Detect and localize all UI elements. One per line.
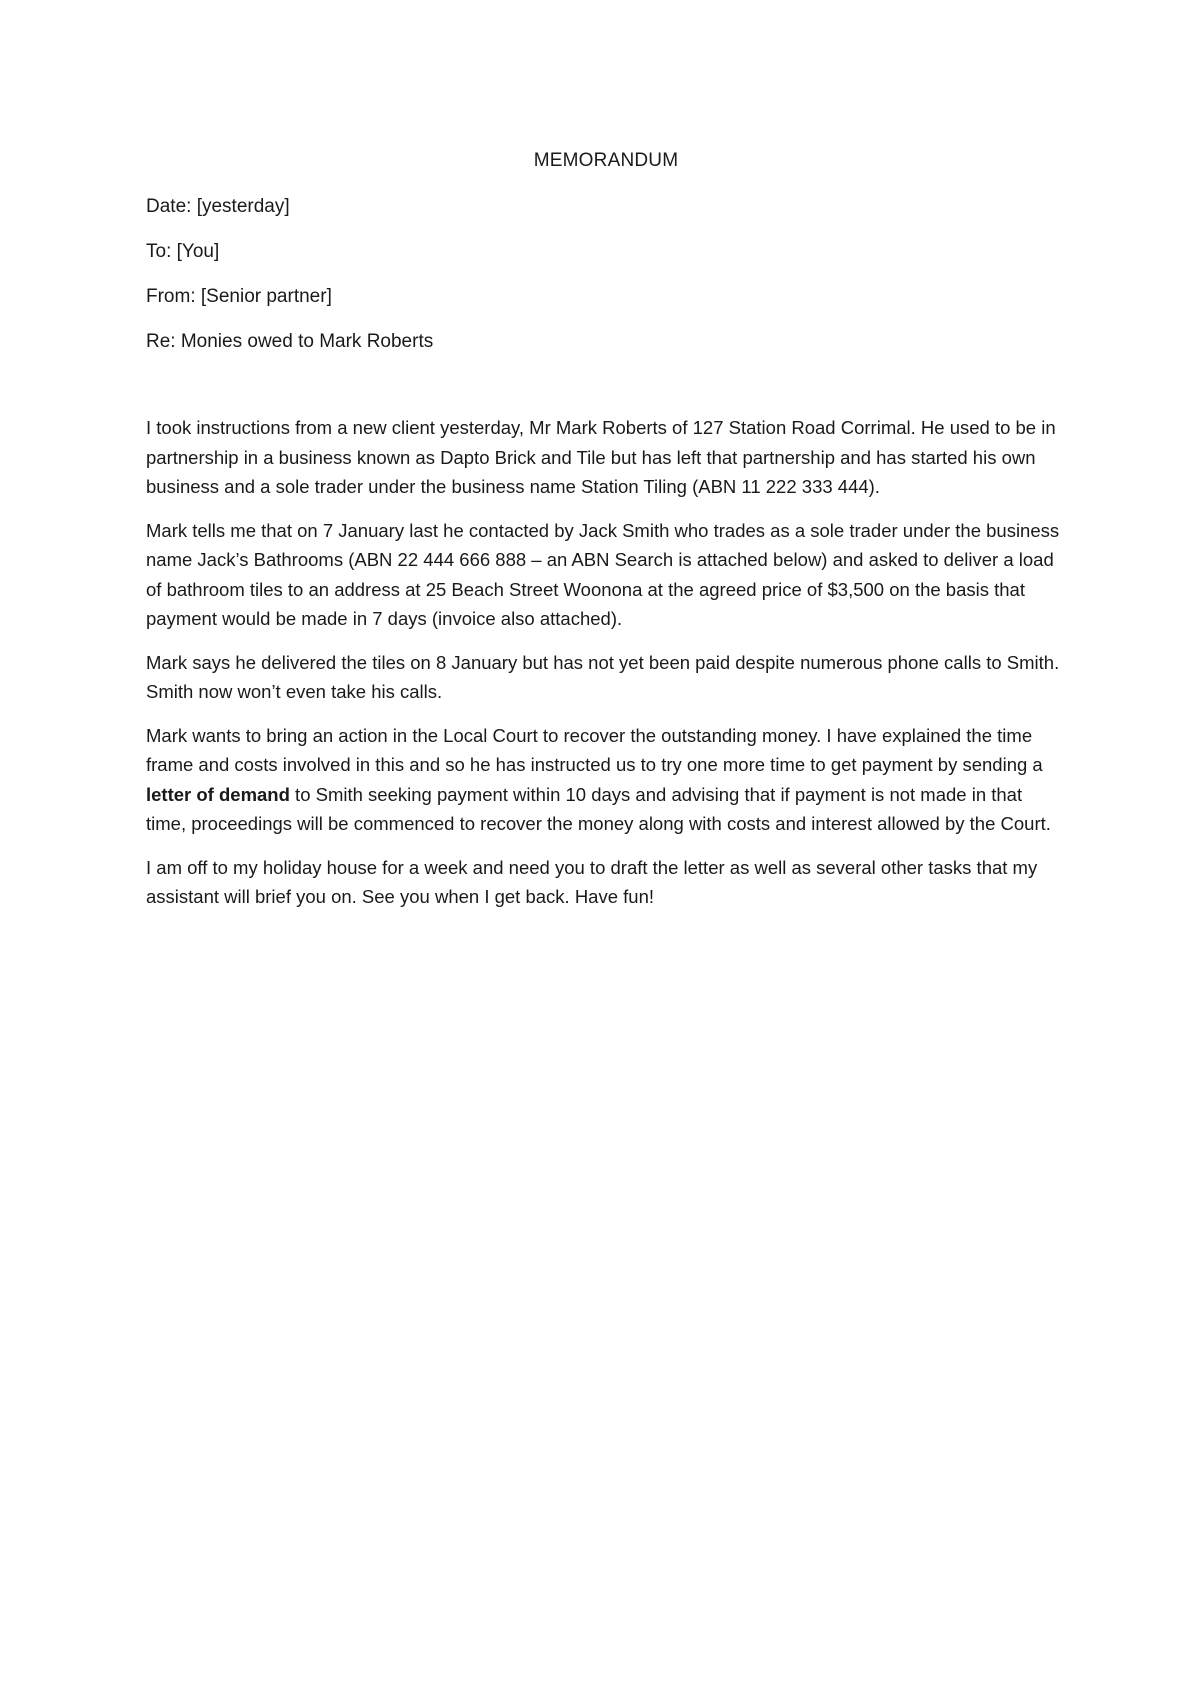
memo-re: Re: Monies owed to Mark Roberts [146, 331, 434, 352]
paragraph-letter-of-demand-end: to Smith seeking payment within 10 days and advising that if payment is not made in that time, proceedings will be commenced to recover the money along with costs and interest allowed by the Court. [146, 783, 1051, 834]
memo-content [146, 148, 1066, 926]
paragraph-non-payment: Mark says he delivered the tiles on 8 January but has not yet been paid despite numerous phone calls to Smith. Smith now won’t even take his calls. [146, 651, 1060, 702]
memo-title: MEMORANDUM [533, 150, 679, 171]
paragraph-letter-of-demand-start: Mark wants to bring an action in the Local Court to recover the outstanding money. I have explained the time frame and costs involved in this and so he has instructed us to try one more time to get payment by sending a [146, 724, 1043, 775]
paragraph-contract-details: Mark tells me that on 7 January last he contacted by Jack Smith who trades as a sole trader under the business name Jack’s Bathrooms (ABN 22 444 666 888 – an ABN Search is attached below) and asked to deliver a load of bathroom tiles to an address at 25 Beach Street Woonona at the agreed price of $3,500 on the basis that payment would be made in 7 days (invoice also attached). [146, 519, 1060, 629]
memo-header [146, 194, 1066, 355]
paragraph-closing: I am off to my holiday house for a week and need you to draft the letter as well as several other tasks that my assistant will brief you on. See you when I get back. Have fun! [146, 856, 1038, 907]
paragraph-letter-of-demand [146, 721, 1066, 839]
memo-to: To: [You] [146, 241, 220, 262]
letter-of-demand-emphasis: letter of demand [146, 783, 290, 805]
memo-from: From: [Senior partner] [146, 286, 332, 307]
memo-date: Date: [yesterday] [146, 196, 290, 217]
paragraph-instructions: I took instructions from a new client yesterday, Mr Mark Roberts of 127 Station Road Corrimal. He used to be in partnership in a business known as Dapto Brick and Tile but has left that partnership and has started his own business and a sole trader under the business name Station Tiling (ABN 11 222 333 444). [146, 417, 1056, 497]
